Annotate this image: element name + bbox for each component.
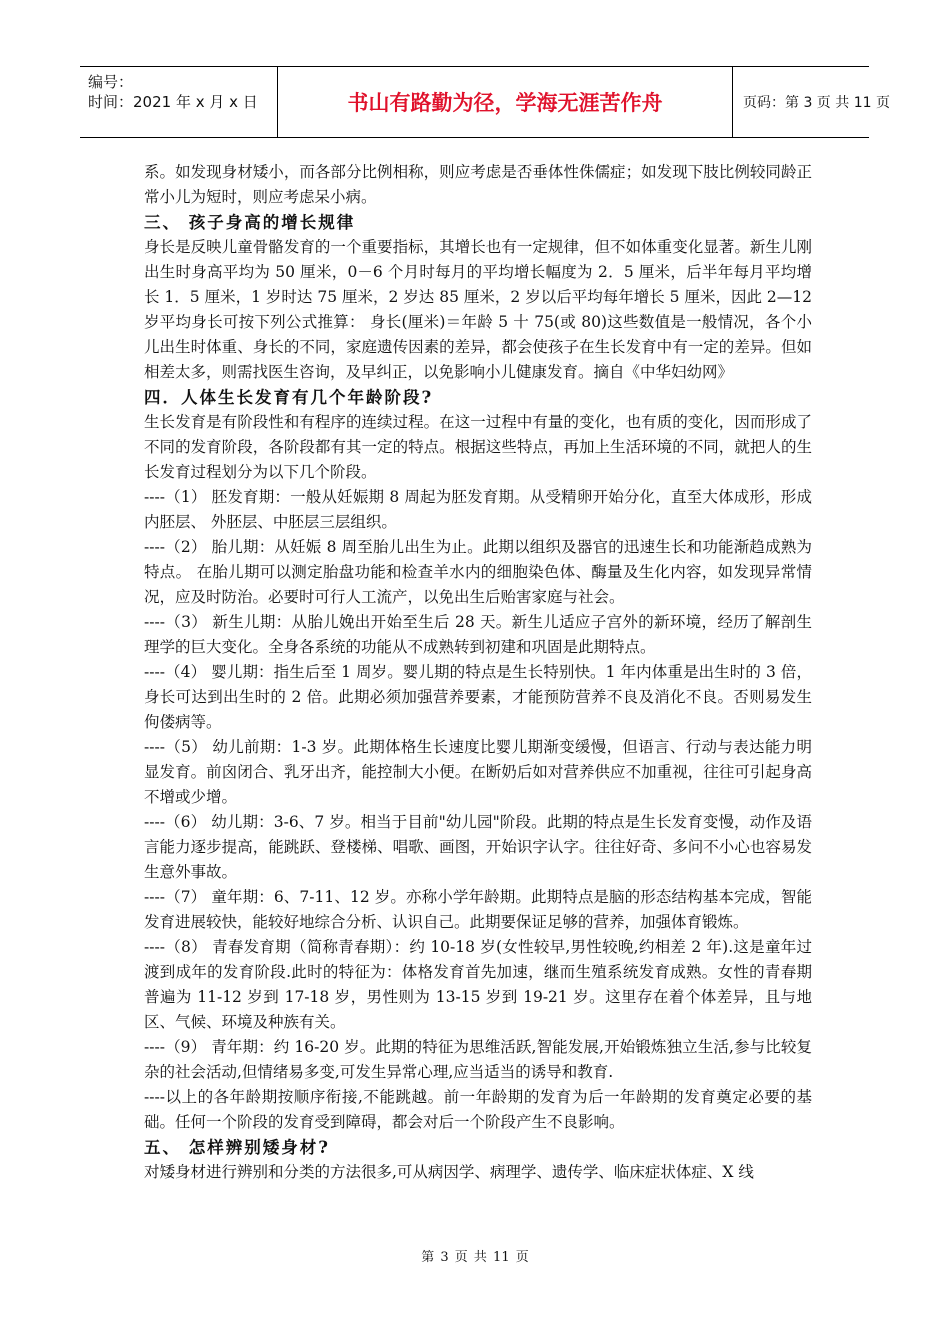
paragraph: ----（6） 幼儿期：3-6、7 岁。相当于目前"幼儿园"阶段。此期的特点是生长发育变慢，动作及语言能力逐步提高，能跳跃、登楼梯、唱歌、画图，开始识字认字。往往好奇、多问不小心也容易发生意外事故。 [144,813,812,881]
paragraph: 系。如发现身材矮小，而各部分比例相称，则应考虑是否垂体性侏儒症；如发现下肢比例较同龄正常小儿为短时，则应考虑呆小病。 [144,163,812,206]
header-number-label: 编号： [88,73,134,91]
paragraph: ----（2） 胎儿期：从妊娠 8 周至胎儿出生为止。此期以组织及器官的迅速生长和功能渐趋成熟为特点。 在胎儿期可以测定胎盘功能和检查羊水内的细胞染色体、酶量及生化内容，如发现异常情况，应及时防治。必要时可行人工流产，以免出生后贻害家庭与社会。 [144,538,812,606]
section-heading: 三、 孩子身高的增长规律 [144,213,356,232]
document-header [80,66,890,138]
paragraph: ----（7） 童年期：6、7-11、12 岁。亦称小学年龄期。此期特点是脑的形态结构基本完成，智能发育进展较快，能较好地综合分析、认识自己。此期要保证足够的营养，加强体育锻炼。 [144,888,812,931]
document-body [144,160,812,1185]
header-motto: 书山有路勤为径，学海无涯苦作舟 [278,67,733,137]
header-date-label: 时间：2021 年 x 月 x 日 [88,93,258,111]
section-heading: 五、 怎样辨别矮身材? [144,1138,330,1157]
paragraph: ----（4） 婴儿期：指生后至 1 周岁。婴儿期的特点是生长特别快。1 年内体重是出生时的 3 倍，身长可达到出生时的 2 倍。此期必须加强营养要素，才能预防营养不良及消化不良。否则易发生佝偻病等。 [144,663,812,731]
header-meta-cell [80,67,278,137]
paragraph: 身长是反映儿童骨骼发育的一个重要指标，其增长也有一定规律，但不如体重变化显著。新生儿刚出生时身高平均为 50 厘米，0－6 个月时每月的平均增长幅度为 2．5 厘米，后半年每月平均增长 1．5 厘米，1 岁时达 75 厘米，2 岁达 85 厘米，2 岁以后平均每年增长 5 厘米，因此 2—12 岁平均身长可按下列公式推算： 身长(厘米)＝年龄 5 十 75(或 80)这些数值是一般情况，各个小儿出生时体重、身长的不同，家庭遗传因素的差异，都会使孩子在生长发育中有一定的差异。但如相差太多，则需找医生咨询，及早纠正，以免影响小儿健康发育。摘自《中华妇幼网》 [144,238,812,381]
paragraph: ----（1） 胚发育期：一般从妊娠期 8 周起为胚发育期。从受精卵开始分化，直至大体成形，形成内胚层、 外胚层、中胚层三层组织。 [144,488,812,531]
paragraph: ----（3） 新生儿期：从胎儿娩出开始至生后 28 天。新生儿适应子宫外的新环境，经历了解剖生理学的巨大变化。全身各系统的功能从不成熟转到初建和巩固是此期特点。 [144,613,812,656]
paragraph: ----（5） 幼儿前期：1-3 岁。此期体格生长速度比婴儿期渐变缓慢，但语言、行动与表达能力明显发育。前囟闭合、乳牙出齐，能控制大小便。在断奶后如对营养供应不加重视，往往可引起身高不增或少增。 [144,738,812,806]
page-footer: 第 3 页 共 11 页 [421,1250,529,1265]
paragraph: ----（9） 青年期：约 16-20 岁。此期的特征为思维活跃,智能发展,开始锻炼独立生活,参与比较复杂的社会活动,但情绪易多变,可发生异常心理,应当适当的诱导和教育. [144,1038,812,1081]
header-page-info: 页码：第 3 页 共 11 页 [743,95,890,111]
paragraph: ----以上的各年龄期按顺序衔接,不能跳越。前一年龄期的发育为后一年龄期的发育奠定必要的基础。任何一个阶段的发育受到障碍，都会对后一个阶段产生不良影响。 [144,1088,812,1131]
paragraph: 生长发育是有阶段性和有程序的连续过程。在这一过程中有量的变化，也有质的变化，因而形成了不同的发育阶段，各阶段都有其一定的特点。根据这些特点，再加上生活环境的不同，就把人的生长发育过程划分为以下几个阶段。 [144,413,812,481]
paragraph: 对矮身材进行辨别和分类的方法很多,可从病因学、病理学、遗传学、临床症状体症、X 线 [144,1163,754,1181]
paragraph: ----（8） 青春发育期（简称青春期）：约 10-18 岁(女性较早,男性较晚,约相差 2 年).这是童年过渡到成年的发育阶段.此时的特征为：体格发育首先加速，继而生殖系统发育成熟。女性的青春期普遍为 11-12 岁到 17-18 岁，男性则为 13-15 岁到 19-21 岁。这里存在着个体差异，且与地区、气候、环境及种族有关。 [144,938,812,1031]
section-heading: 四．人体生长发育有几个年龄阶段? [144,388,434,407]
